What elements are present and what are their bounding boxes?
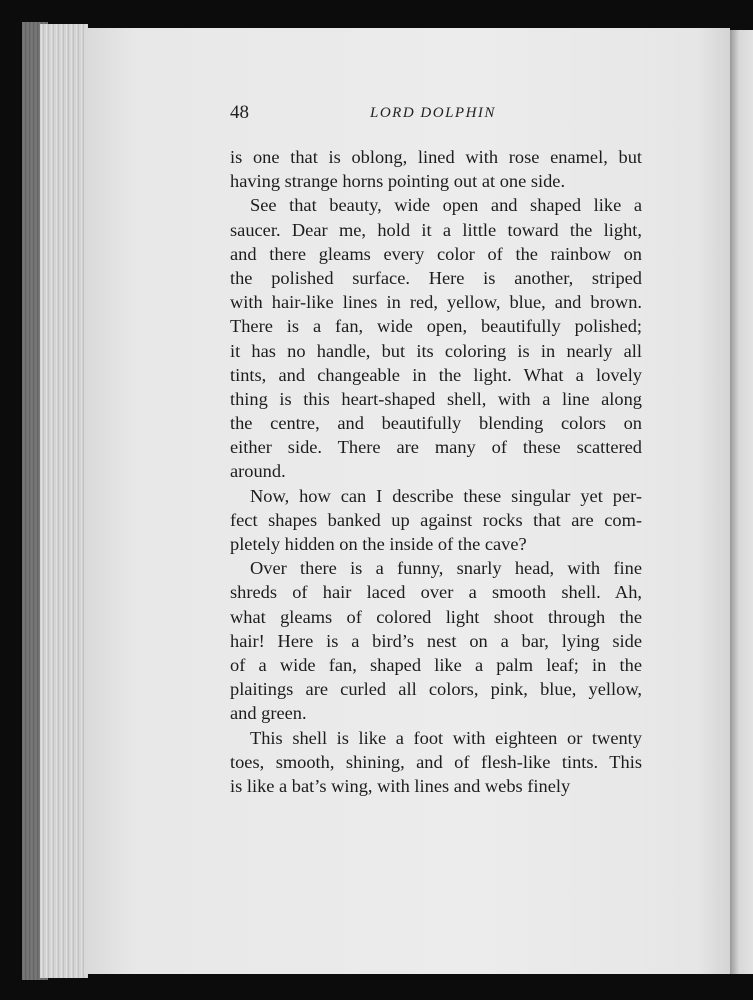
text-line: with hair-like lines in red, yellow, blue, and brown. xyxy=(230,292,642,313)
text-line: toes, smooth, shining, and of flesh-like tints. This xyxy=(230,751,642,772)
text-line: it has no handle, but its coloring is in nearly all xyxy=(230,340,642,361)
text-line: the polished surface. Here is another, striped xyxy=(230,267,642,288)
page-number: 48 xyxy=(230,102,249,123)
text-line: is like a bat’s wing, with lines and webs finely xyxy=(230,775,571,796)
paragraph xyxy=(230,484,642,557)
text-line: around. xyxy=(230,461,286,482)
text-line: the centre, and beautifully blending colors on xyxy=(230,413,642,434)
text-line: either side. There are many of these scattered xyxy=(230,437,642,458)
text-line: See that beauty, wide open and shaped like a xyxy=(250,195,642,216)
text-line: of a wide fan, shaped like a palm leaf; in the xyxy=(230,654,642,675)
paragraph xyxy=(230,193,642,483)
text-line: There is a fan, wide open, beautifully polished; xyxy=(230,316,642,337)
text-line: thing is this heart-shaped shell, with a line along xyxy=(230,388,642,409)
text-line: and there gleams every color of the rainbow on xyxy=(230,243,642,264)
text-line: shreds of hair laced over a smooth shell. Ah, xyxy=(230,582,642,603)
paragraph xyxy=(230,556,642,725)
text-line: pletely hidden on the inside of the cave? xyxy=(230,534,527,554)
text-line: is one that is oblong, lined with rose enamel, but xyxy=(230,147,642,167)
text-line: This shell is like a foot with eighteen or twenty xyxy=(250,727,642,748)
paragraph xyxy=(230,145,642,193)
text-line: hair! Here is a bird’s nest on a bar, lying side xyxy=(230,630,642,651)
text-line: what gleams of colored light shoot through the xyxy=(230,606,642,627)
text-line: saucer. Dear me, hold it a little toward the light, xyxy=(230,219,642,240)
facing-page-edge xyxy=(730,30,753,974)
text-line: Over there is a funny, snarly head, with fine xyxy=(250,558,642,579)
text-line: fect shapes banked up against rocks that are com- xyxy=(230,509,642,530)
body-text xyxy=(230,145,642,798)
text-line: Now, how can I describe these singular yet per- xyxy=(250,485,642,506)
text-line: plaitings are curled all colors, pink, blue, yellow, xyxy=(230,679,642,700)
text-line: having strange horns pointing out at one side. xyxy=(230,171,566,192)
page-edges xyxy=(40,24,88,978)
text-line: tints, and changeable in the light. What a lovely xyxy=(230,364,642,385)
paragraph xyxy=(230,726,642,799)
running-title: LORD DOLPHIN xyxy=(370,105,496,121)
running-head xyxy=(230,100,642,130)
text-line: and green. xyxy=(230,703,307,724)
